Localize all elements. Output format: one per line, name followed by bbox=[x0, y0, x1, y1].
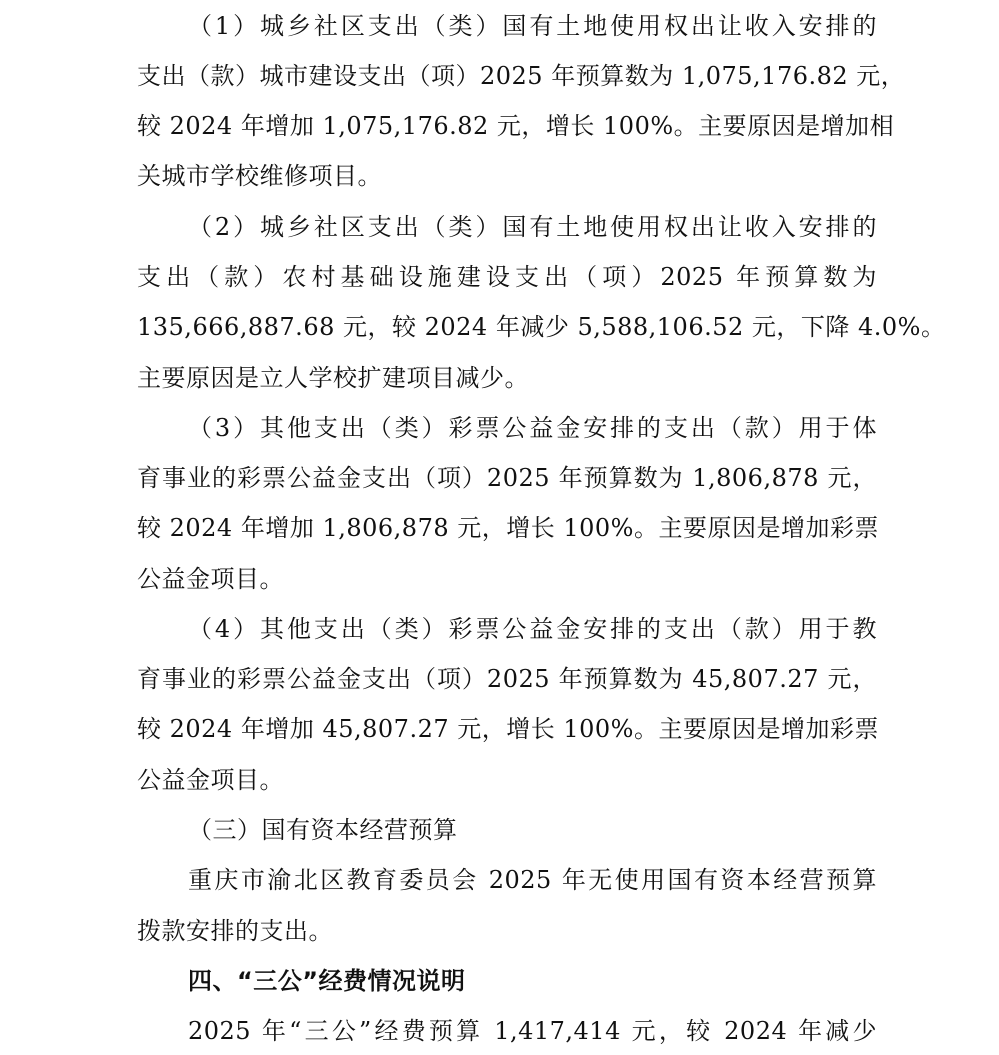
paragraph-5-line-2: 拨款安排的支出。 bbox=[137, 917, 333, 945]
paragraph-6-line-1: 2025 年“三公”经费预算 1,417,414 元，较 2024 年减少 bbox=[188, 1017, 877, 1045]
paragraph-3-line-4: 公益金项目。 bbox=[137, 565, 284, 593]
paragraph-4-line-3: 较 2024 年增加 45,807.27 元，增长 100%。主要原因是增加彩票 bbox=[137, 715, 879, 743]
paragraph-4-line-2: 育事业的彩票公益金支出（项）2025 年预算数为 45,807.27 元， bbox=[137, 665, 877, 693]
paragraph-3-line-3: 较 2024 年增加 1,806,878 元，增长 100%。主要原因是增加彩票 bbox=[137, 514, 879, 542]
paragraph-1-line-3: 较 2024 年增加 1,075,176.82 元，增长 100%。主要原因是增加相 bbox=[137, 112, 895, 140]
paragraph-4-line-1: （4）其他支出（类）彩票公益金安排的支出（款）用于教 bbox=[188, 615, 877, 643]
paragraph-2-line-3: 135,666,887.68 元，较 2024 年减少 5,588,106.52 元，下降 4.0%。 bbox=[137, 313, 946, 341]
paragraph-5-line-1: 重庆市渝北区教育委员会 2025 年无使用国有资本经营预算 bbox=[188, 866, 877, 894]
paragraph-2-line-1: （2）城乡社区支出（类）国有土地使用权出让收入安排的 bbox=[188, 213, 877, 241]
paragraph-2-line-2: 支出（款）农村基础设施建设支出（项）2025 年预算数为 bbox=[137, 263, 877, 291]
paragraph-1-line-1: （1）城乡社区支出（类）国有土地使用权出让收入安排的 bbox=[188, 12, 877, 40]
paragraph-3-line-2: 育事业的彩票公益金支出（项）2025 年预算数为 1,806,878 元， bbox=[137, 464, 877, 492]
paragraph-1-line-4: 关城市学校维修项目。 bbox=[137, 162, 382, 190]
paragraph-1-line-2: 支出（款）城市建设支出（项）2025 年预算数为 1,075,176.82 元， bbox=[137, 62, 906, 90]
paragraph-3-line-1: （3）其他支出（类）彩票公益金安排的支出（款）用于体 bbox=[188, 414, 877, 442]
paragraph-4-line-4: 公益金项目。 bbox=[137, 766, 284, 794]
section-heading-state-capital: （三）国有资本经营预算 bbox=[188, 816, 458, 844]
section-heading-three-public: 四、“三公”经费情况说明 bbox=[188, 967, 466, 995]
paragraph-2-line-4: 主要原因是立人学校扩建项目减少。 bbox=[137, 364, 529, 392]
